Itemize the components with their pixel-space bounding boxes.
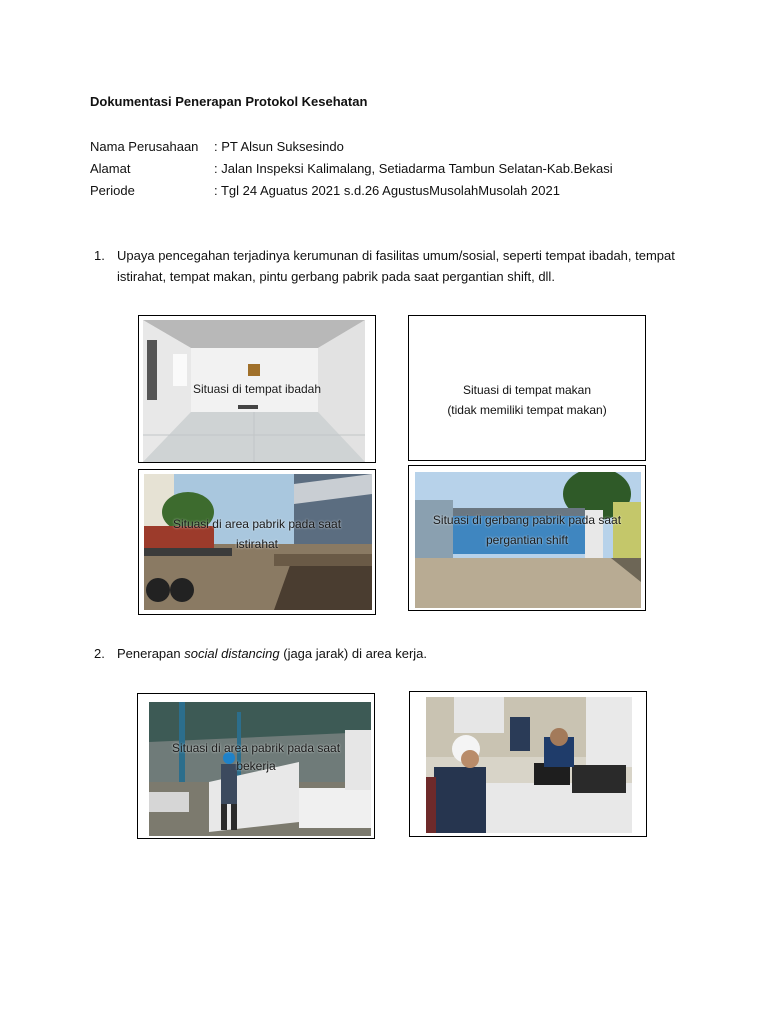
caption-bekerja-line1: Situasi di area pabrik pada saat: [171, 741, 341, 755]
address-label: Alamat: [90, 161, 131, 176]
section-2: [90, 643, 690, 664]
period-label: Periode: [90, 183, 135, 198]
section-2-number: 2.: [94, 646, 105, 661]
company-label: Nama Perusahaan: [90, 139, 199, 154]
caption-istirahat-line1: Situasi di area pabrik pada saat: [172, 517, 342, 531]
photo-box-bekerja: [137, 693, 375, 839]
section-1: [90, 245, 690, 287]
document-title: Dokumentasi Penerapan Protokol Kesehatan: [90, 94, 368, 109]
section-2-text: [117, 643, 690, 664]
photo-box-gerbang: [408, 465, 646, 611]
section-2-text-after: (jaga jarak) di area kerja.: [279, 646, 428, 661]
caption-makan-line2: (tidak memiliki tempat makan): [447, 403, 607, 417]
photo-kantor: [426, 697, 632, 833]
period-value: : Tgl 24 Aguatus 2021 s.d.26 AgustusMusolahMusolah 2021: [214, 183, 560, 198]
section-2-text-before: Penerapan: [117, 646, 185, 661]
photo-box-ibadah: [138, 315, 376, 463]
caption-gerbang-line2: pergantian shift: [485, 533, 569, 547]
caption-makan-line1: Situasi di tempat makan: [462, 383, 592, 397]
caption-bekerja-line2: bekerja: [236, 759, 276, 773]
address-value: : Jalan Inspeksi Kalimalang, Setiadarma Tambun Selatan-Kab.Bekasi: [214, 161, 613, 176]
section-2-text-italic: social distancing: [184, 646, 280, 661]
photo-box-kantor: [409, 691, 647, 837]
section-1-number: 1.: [94, 248, 105, 263]
section-1-text: Upaya pencegahan terjadinya kerumunan di fasilitas umum/sosial, seperti tempat ibadah, tempat istirahat, tempat makan, pintu gerbang pabrik pada saat pergantian shift, dll.: [117, 248, 675, 284]
caption-gerbang-line1: Situasi di gerbang pabrik pada saat: [432, 513, 622, 527]
caption-ibadah: Situasi di tempat ibadah: [192, 382, 322, 396]
company-value: : PT Alsun Suksesindo: [214, 139, 344, 154]
photo-box-istirahat: [138, 469, 376, 615]
photo-box-makan: [408, 315, 646, 461]
caption-istirahat-line2: istirahat: [235, 537, 279, 551]
